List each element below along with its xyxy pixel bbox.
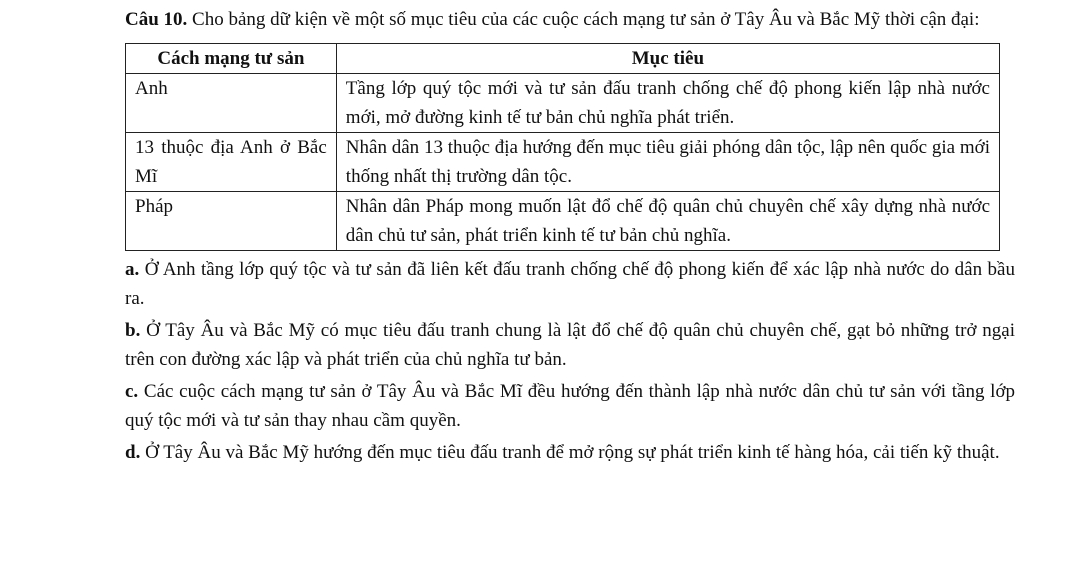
statement-a [125,255,1015,313]
table-row [126,133,1000,192]
statement-list [125,255,1015,467]
row-goal-cell: Nhân dân Pháp mong muốn lật đổ chế độ quân chủ chuyên chế xây dựng nhà nước dân chủ tư sản, phát triển kinh tế tư bản chủ nghĩa. [336,192,999,251]
statement-label: a. [125,259,140,280]
statement-text: Ở Tây Âu và Bắc Mỹ hướng đến mục tiêu đấu tranh để mở rộng sự phát triển kinh tế hàng hóa, cải tiến kỹ thuật. [140,442,1000,463]
question-prompt [125,6,1015,33]
statement-label: c. [125,381,139,402]
document-page [125,6,1015,470]
table-row [126,192,1000,251]
statement-label: d. [125,442,141,463]
table-header-row [126,44,1000,74]
statement-d [125,438,1015,467]
statement-label: b. [125,320,141,341]
row-goal-cell: Nhân dân 13 thuộc địa hướng đến mục tiêu giải phóng dân tộc, lập nên quốc gia mới thống nhất thị trường dân tộc. [336,133,999,192]
header-revolution: Cách mạng tư sản [126,44,337,74]
row-goal-cell: Tầng lớp quý tộc mới và tư sản đấu tranh chống chế độ phong kiến lập nhà nước mới, mở đường kinh tế tư bản chủ nghĩa phát triển. [336,74,999,133]
question-number: Câu 10. [125,9,188,30]
header-goal: Mục tiêu [336,44,999,74]
row-revolution-cell: 13 thuộc địa Anh ở Bắc Mĩ [126,133,337,192]
question-text: Cho bảng dữ kiện về một số mục tiêu của các cuộc cách mạng tư sản ở Tây Âu và Bắc Mỹ thời cận đại: [187,9,980,30]
statement-text: Các cuộc cách mạng tư sản ở Tây Âu và Bắc Mĩ đều hướng đến thành lập nhà nước dân chủ tư sản với tầng lớp quý tộc mới và tư sản thay nhau cầm quyền. [125,381,1015,431]
statement-b [125,316,1015,374]
table-row [126,74,1000,133]
row-revolution-cell: Anh [126,74,337,133]
row-revolution-cell: Pháp [126,192,337,251]
statement-c [125,377,1015,435]
revolution-goals-table [125,43,1000,251]
statement-text: Ở Anh tầng lớp quý tộc và tư sản đã liên kết đấu tranh chống chế độ phong kiến để xác lập nhà nước do dân bầu ra. [125,259,1015,309]
statement-text: Ở Tây Âu và Bắc Mỹ có mục tiêu đấu tranh chung là lật đổ chế độ quân chủ chuyên chế, gạt bỏ những trở ngại trên con đường xác lập và phát triển của chủ nghĩa tư bản. [125,320,1015,370]
